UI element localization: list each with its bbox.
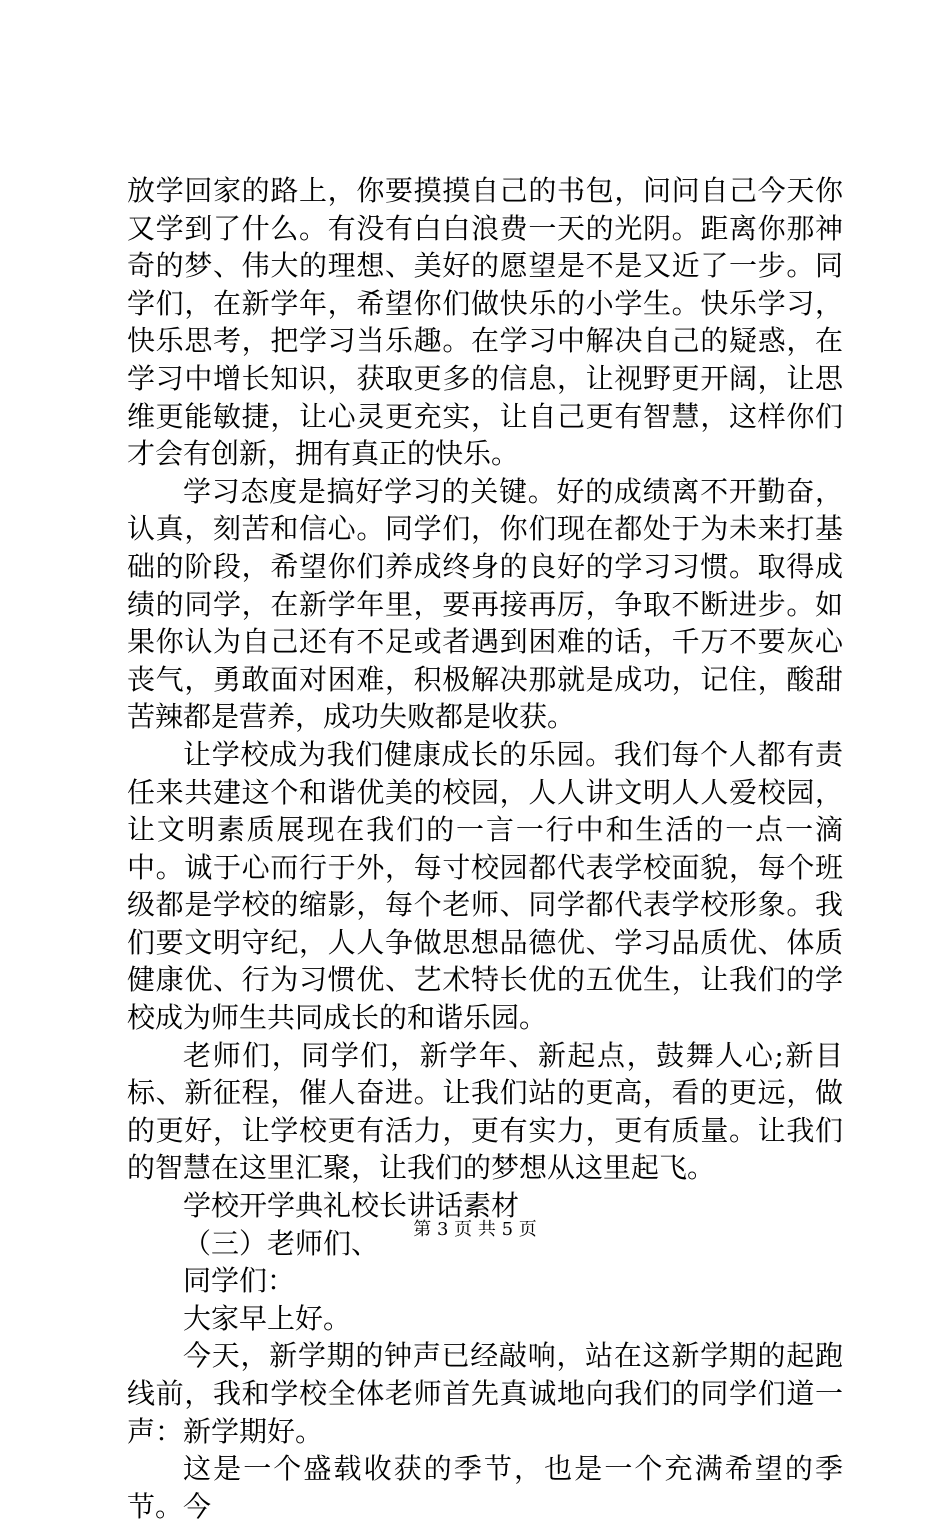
paragraph-5: 今天，新学期的钟声已经敲响，站在这新学期的起跑线前，我和学校全体老师首先真诚地向我们的同学们道一声：新学期好。 xyxy=(127,1339,843,1448)
paragraph-6: 这是一个盛载收获的季节，也是一个充满希望的季节。今 xyxy=(127,1452,843,1523)
paragraph-1: 放学回家的路上，你要摸摸自己的书包，问问自己今天你又学到了什么。有没有白白浪费一天的光阴。距离你那神奇的梦、伟大的理想、美好的愿望是不是又近了一步。同学们，在新学年，希望你们做快乐的小学生。快乐学习，快乐思考，把学习当乐趣。在学习中解决自己的疑惑，在学习中增长知识，获取更多的信息，让视野更开阔，让思维更能敏捷，让心灵更充实，让自己更有智慧，这样你们才会有创新，拥有真正的快乐。 xyxy=(127,174,843,471)
greeting: 大家早上好。 xyxy=(183,1301,352,1335)
section-number: （三）老师们、 xyxy=(183,1226,380,1260)
paragraph-2: 学习态度是搞好学习的关键。好的成绩离不开勤奋，认真，刻苦和信心。同学们，你们现在都处于为未来打基础的阶段，希望你们养成终身的良好的学习习惯。取得成绩的同学，在新学年里，要再接再厉，争取不断进步。如果你认为自己还有不足或者遇到困难的话，千万不要灰心丧气，勇敢面对困难，积极解决那就是成功，记住，酸甜苦辣都是营养，成功失败都是收获。 xyxy=(127,474,843,734)
document-body xyxy=(127,172,843,1525)
paragraph-3: 让学校成为我们健康成长的乐园。我们每个人都有责任来共建这个和谐优美的校园，人人讲文明人人爱校园，让文明素质展现在我们的一言一行中和生活的一点一滴中。诚于心而行于外，每寸校园都代表学校面貌，每个班级都是学校的缩影，每个老师、同学都代表学校形象。我们要文明守纪，人人争做思想品德优、学习品质优、体质健康优、行为习惯优、艺术特长优的五优生，让我们的学校成为师生共同成长的和谐乐园。 xyxy=(127,737,843,1035)
section-title: 学校开学典礼校长讲话素材 xyxy=(183,1189,520,1223)
salutation: 同学们： xyxy=(183,1264,296,1298)
page-number-footer: 第 3 页 共 5 页 xyxy=(413,1219,537,1240)
paragraph-4: 老师们，同学们，新学年、新起点，鼓舞人心;新目标、新征程，催人奋进。让我们站的更高，看的更远，做的更好，让学校更有活力，更有实力，更有质量。让我们的智慧在这里汇聚，让我们的梦想从这里起飞。 xyxy=(127,1038,843,1185)
